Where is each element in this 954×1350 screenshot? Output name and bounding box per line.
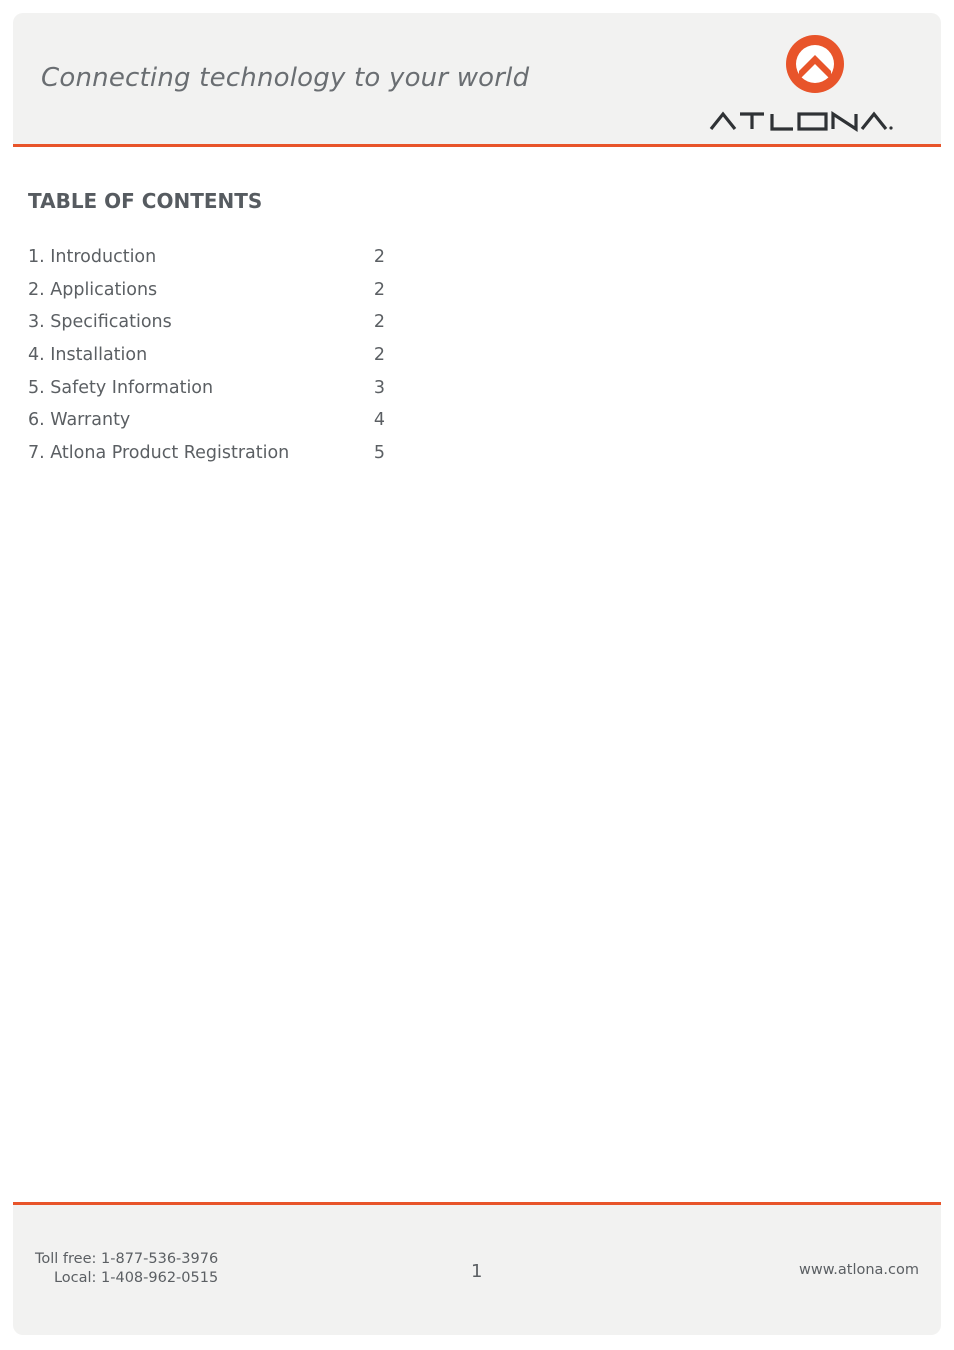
header-divider xyxy=(13,144,941,147)
toc-entry[interactable] xyxy=(28,406,388,439)
page-footer xyxy=(13,1205,941,1335)
toc-entry-label: 2. Applications xyxy=(28,279,158,300)
contact-info xyxy=(35,1250,218,1288)
toc-entry-page: 4 xyxy=(373,410,385,431)
atlona-logo xyxy=(696,33,926,135)
toc-entry[interactable] xyxy=(28,243,388,276)
toc-entry-page: 2 xyxy=(373,345,385,366)
page-header xyxy=(13,13,941,144)
atlona-wordmark xyxy=(711,114,886,129)
page-number: 1 xyxy=(471,1261,483,1282)
toc-entry-page: 2 xyxy=(373,279,385,300)
toc-entry[interactable] xyxy=(28,276,388,309)
toc-entry-label: 6. Warranty xyxy=(28,410,131,431)
toc-title: TABLE OF CONTENTS xyxy=(28,189,263,213)
toc-entry[interactable] xyxy=(28,439,388,472)
tagline: Connecting technology to your world xyxy=(41,63,530,93)
atlona-emblem-icon xyxy=(786,35,844,93)
toc-entry[interactable] xyxy=(28,308,388,341)
toc-entry-page: 3 xyxy=(373,377,385,398)
toc-entry-label: 7. Atlona Product Registration xyxy=(28,443,290,464)
toc-entry-page: 5 xyxy=(373,443,385,464)
toc-entry[interactable] xyxy=(28,341,388,374)
website-link[interactable]: www.atlona.com xyxy=(799,1262,919,1278)
toc-entry-page: 2 xyxy=(373,312,385,333)
toc-entry[interactable] xyxy=(28,374,388,407)
table-of-contents xyxy=(28,243,388,472)
toc-entry-label: 3. Specifications xyxy=(28,312,172,333)
toc-entry-label: 5. Safety Information xyxy=(28,377,214,398)
toc-entry-label: 1. Introduction xyxy=(28,247,157,267)
toc-entry-label: 4. Installation xyxy=(28,345,148,366)
local-number: Local: 1-408-962-0515 xyxy=(53,1270,219,1286)
toc-entry-page: 2 xyxy=(373,247,385,267)
toll-free-number: Toll free: 1-877-536-3976 xyxy=(35,1251,219,1267)
